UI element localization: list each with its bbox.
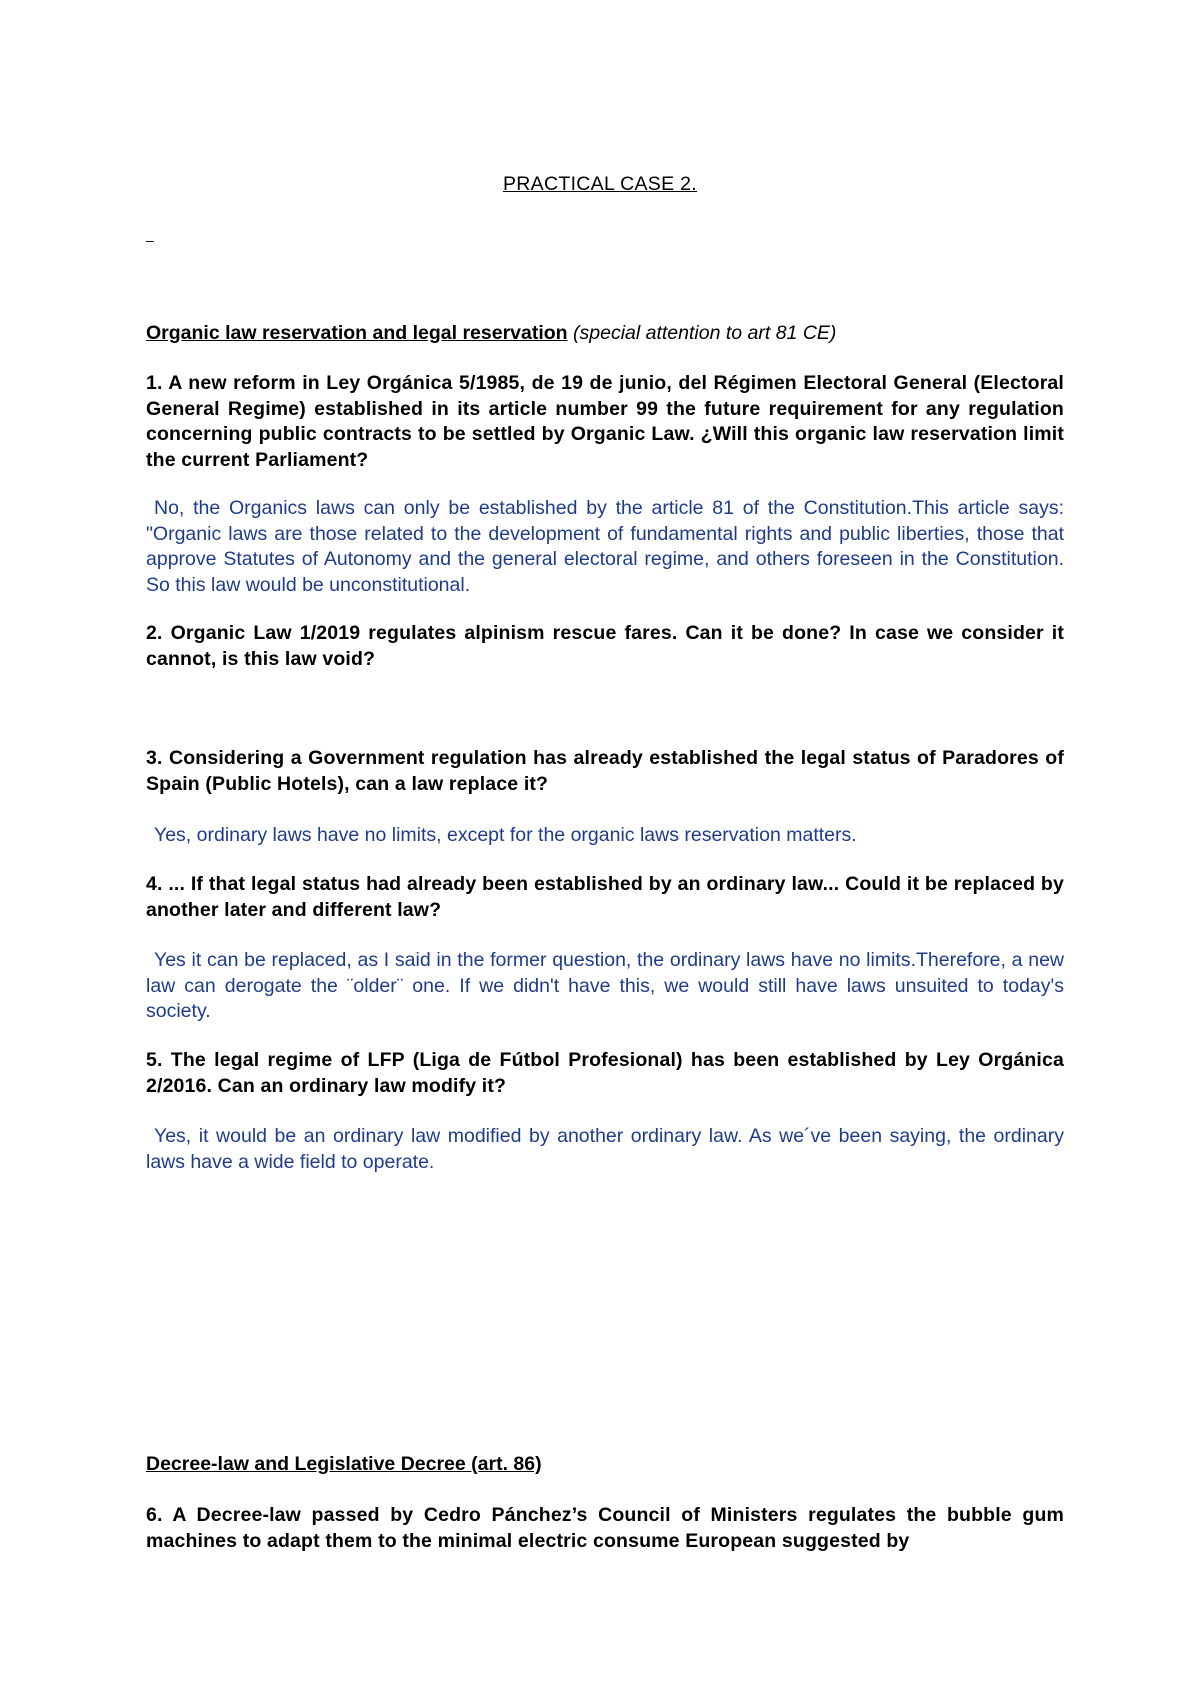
answer-5: Yes, it would be an ordinary law modified by another ordinary law. As we´ve been saying, the ordinary laws have a wide field to operate.	[146, 1125, 1064, 1173]
question-3: 3. Considering a Government regulation has already established the legal status of Paradores of Spain (Public Hotels), can a law replace it?	[146, 747, 1064, 795]
section-heading-decree-law	[146, 1452, 1064, 1478]
answer-1: No, the Organics laws can only be established by the article 81 of the Constitution.This article says: "Organic laws are those related to the development of fundamental rights and public liberties, those that approve Statutes of Autonomy and the general electoral regime, and others foreseen in the Constitution. So this law would be unconstitutional.	[146, 497, 1064, 596]
question-2: 2. Organic Law 1/2019 regulates alpinism rescue fares. Can it be done? In case we consider it cannot, is this law void?	[146, 622, 1064, 670]
page-title: PRACTICAL CASE 2.	[502, 173, 697, 195]
section-heading-note: (special attention to art 81 CE)	[567, 322, 837, 344]
section-heading-text: Decree-law and Legislative Decree (art. 86)	[146, 1453, 542, 1475]
question-4: 4. ... If that legal status had already been established by an ordinary law... Could it be replaced by another later and different law?	[146, 873, 1064, 921]
section-heading-organic-law	[146, 321, 1064, 347]
question-1: 1. A new reform in Ley Orgánica 5/1985, de 19 de junio, del Régimen Electoral General (Electoral General Regime) established in its article number 99 the future requirement for any regulation concerning public contracts to be settled by Organic Law. ¿Will this organic law reservation limit the current Parliament?	[146, 372, 1064, 471]
question-5: 5. The legal regime of LFP (Liga de Fútbol Profesional) has been established by Ley Orgánica 2/2016. Can an ordinary law modify it?	[146, 1049, 1064, 1097]
dash-marker: –	[146, 232, 154, 248]
answer-4: Yes it can be replaced, as I said in the former question, the ordinary laws have no limits.Therefore, a new law can derogate the ¨older¨ one. If we didn't have this, we would still have laws unsuited to today's society.	[146, 949, 1064, 1022]
answer-3: Yes, ordinary laws have no limits, except for the organic laws reservation matters.	[154, 824, 857, 846]
question-6: 6. A Decree-law passed by Cedro Pánchez’s Council of Ministers regulates the bubble gum machines to adapt them to the minimal electric consume European suggested by	[146, 1504, 1064, 1552]
section-heading-text: Organic law reservation and legal reservation	[146, 322, 568, 344]
